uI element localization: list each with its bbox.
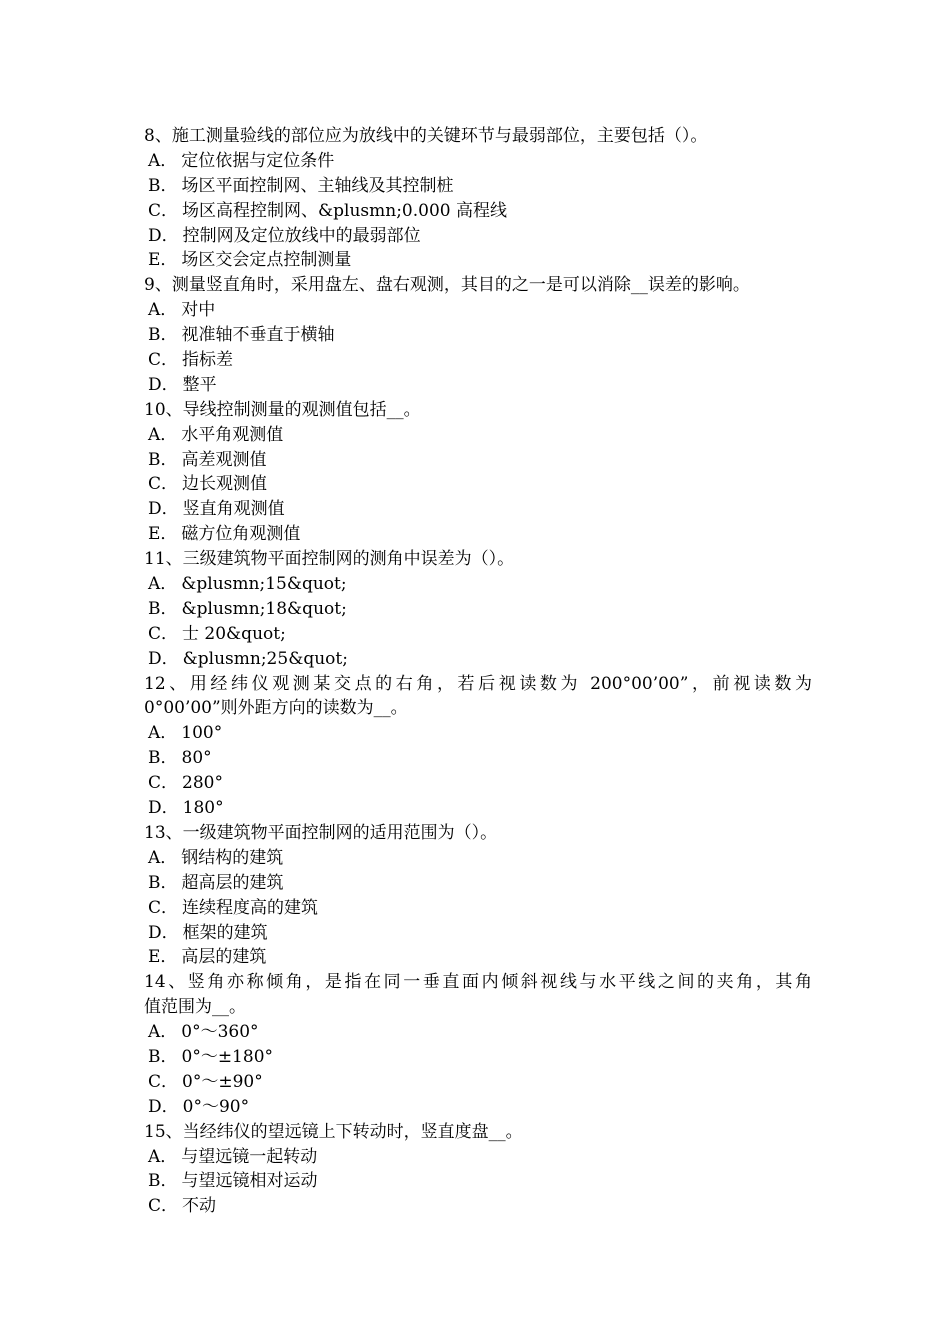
option-c xyxy=(144,1070,812,1095)
question-text-continued: 0°00’00”则外距方向的读数为__。 xyxy=(144,698,408,719)
option-d xyxy=(144,647,812,672)
question-14 xyxy=(144,970,812,1119)
question-15 xyxy=(144,1120,812,1220)
option-text: 定位依据与定位条件 xyxy=(181,150,335,171)
option-e xyxy=(144,248,812,273)
option-text: 与望远镜相对运动 xyxy=(181,1171,318,1192)
option-text: 框架的建筑 xyxy=(182,922,268,943)
option-text: 280° xyxy=(182,773,223,794)
option-b xyxy=(144,1169,812,1194)
option-b xyxy=(144,1045,812,1070)
option-text: &plusmn;18&quot; xyxy=(181,598,347,619)
option-d xyxy=(144,373,812,398)
option-c xyxy=(144,896,812,921)
option-letter: C． xyxy=(148,773,179,794)
option-c xyxy=(144,622,812,647)
option-text: 场区交会定点控制测量 xyxy=(181,250,352,271)
option-letter: B． xyxy=(148,1171,178,1192)
option-d xyxy=(144,1095,812,1120)
question-11 xyxy=(144,547,812,671)
option-text: 80° xyxy=(181,748,212,769)
option-a xyxy=(144,1020,812,1045)
option-text: 钢结构的建筑 xyxy=(181,847,284,868)
option-letter: D． xyxy=(148,922,179,943)
option-a xyxy=(144,149,812,174)
option-text: 整平 xyxy=(182,374,217,395)
question-10 xyxy=(144,398,812,547)
option-letter: D． xyxy=(148,225,179,246)
option-text: 0°～±180° xyxy=(181,1046,274,1067)
option-e xyxy=(144,945,812,970)
option-text: 0°～±90° xyxy=(182,1071,263,1092)
option-text: 高层的建筑 xyxy=(181,947,267,968)
option-text: 对中 xyxy=(181,300,216,321)
option-a xyxy=(144,572,812,597)
option-letter: B． xyxy=(148,598,178,619)
option-letter: D． xyxy=(148,499,179,520)
option-text: 视准轴不垂直于横轴 xyxy=(181,325,335,346)
option-d xyxy=(144,497,812,522)
question-text: 9、测量竖直角时，采用盘左、盘右观测，其目的之一是可以消除__误差的影响。 xyxy=(144,275,750,296)
option-letter: E． xyxy=(148,250,178,271)
option-text: 竖直角观测值 xyxy=(182,499,285,520)
option-text: 场区高程控制网、&plusmn;0.000 高程线 xyxy=(182,200,508,221)
option-c xyxy=(144,472,812,497)
option-letter: C． xyxy=(148,1196,179,1217)
option-letter: B． xyxy=(148,1046,178,1067)
question-text: 15、当经纬仪的望远镜上下转动时，竖直度盘__。 xyxy=(144,1121,523,1142)
option-letter: C． xyxy=(148,474,179,495)
question-text: 10、导线控制测量的观测值包括__。 xyxy=(144,399,421,420)
option-b xyxy=(144,174,812,199)
question-text: 12、用经纬仪观测某交点的右角，若后视读数为 200°00’00”，前视读数为 xyxy=(144,673,812,694)
option-letter: A． xyxy=(148,150,178,171)
option-e xyxy=(144,522,812,547)
option-letter: C． xyxy=(148,1071,179,1092)
option-c xyxy=(144,348,812,373)
option-letter: A． xyxy=(148,574,178,595)
option-d xyxy=(144,921,812,946)
option-text: 连续程度高的建筑 xyxy=(182,897,319,918)
option-b xyxy=(144,871,812,896)
option-letter: B． xyxy=(148,175,178,196)
option-letter: B． xyxy=(148,748,178,769)
option-text: 180° xyxy=(182,798,224,819)
question-text: 14、竖角亦称倾角，是指在同一垂直面内倾斜视线与水平线之间的夹角，其角 xyxy=(144,972,812,993)
option-letter: D． xyxy=(148,798,179,819)
option-a xyxy=(144,846,812,871)
option-b xyxy=(144,448,812,473)
option-a xyxy=(144,721,812,746)
option-letter: C． xyxy=(148,200,179,221)
option-text: 控制网及定位放线中的最弱部位 xyxy=(182,225,421,246)
option-text: 100° xyxy=(181,723,223,744)
option-text: 磁方位角观测值 xyxy=(181,524,301,545)
option-letter: D． xyxy=(148,1096,179,1117)
option-c xyxy=(144,1194,812,1219)
option-letter: C． xyxy=(148,623,179,644)
question-text: 13、一级建筑物平面控制网的适用范围为（）。 xyxy=(144,822,498,843)
question-text-continued: 值范围为__。 xyxy=(144,997,246,1018)
option-a xyxy=(144,1145,812,1170)
question-9 xyxy=(144,273,812,397)
option-text: 水平角观测值 xyxy=(181,424,284,445)
question-12 xyxy=(144,672,812,821)
question-text: 11、三级建筑物平面控制网的测角中误差为（）。 xyxy=(144,549,515,570)
option-text: 高差观测值 xyxy=(181,449,267,470)
document-page xyxy=(144,124,812,1219)
option-letter: A． xyxy=(148,1146,178,1167)
question-text: 8、施工测量验线的部位应为放线中的关键环节与最弱部位，主要包括（）。 xyxy=(144,126,708,146)
option-letter: A． xyxy=(148,723,178,744)
option-b xyxy=(144,323,812,348)
option-text: 士 20&quot; xyxy=(182,623,286,644)
option-text: 0°～360° xyxy=(181,1022,259,1043)
question-8 xyxy=(144,124,812,273)
option-letter: E． xyxy=(148,947,178,968)
option-c xyxy=(144,199,812,224)
option-letter: C． xyxy=(148,350,179,371)
option-a xyxy=(144,423,812,448)
option-letter: D． xyxy=(148,374,179,395)
option-letter: C． xyxy=(148,897,179,918)
option-a xyxy=(144,298,812,323)
option-letter: A． xyxy=(148,424,178,445)
option-d xyxy=(144,796,812,821)
option-letter: A． xyxy=(148,847,178,868)
option-text: 超高层的建筑 xyxy=(181,872,284,893)
option-text: 指标差 xyxy=(182,350,234,371)
option-letter: E． xyxy=(148,524,178,545)
option-text: 边长观测值 xyxy=(182,474,268,495)
option-c xyxy=(144,771,812,796)
option-letter: B． xyxy=(148,325,178,346)
option-text: 场区平面控制网、主轴线及其控制桩 xyxy=(181,175,454,196)
option-b xyxy=(144,746,812,771)
option-letter: A． xyxy=(148,1022,178,1043)
option-letter: D． xyxy=(148,648,179,669)
option-text: 不动 xyxy=(182,1196,217,1217)
option-text: 0°～90° xyxy=(182,1096,250,1117)
option-d xyxy=(144,224,812,249)
option-b xyxy=(144,597,812,622)
option-text: 与望远镜一起转动 xyxy=(181,1146,318,1167)
option-letter: B． xyxy=(148,872,178,893)
question-13 xyxy=(144,821,812,970)
option-text: &plusmn;15&quot; xyxy=(181,574,347,595)
option-letter: B． xyxy=(148,449,178,470)
option-text: &plusmn;25&quot; xyxy=(182,648,348,669)
option-letter: A． xyxy=(148,300,178,321)
